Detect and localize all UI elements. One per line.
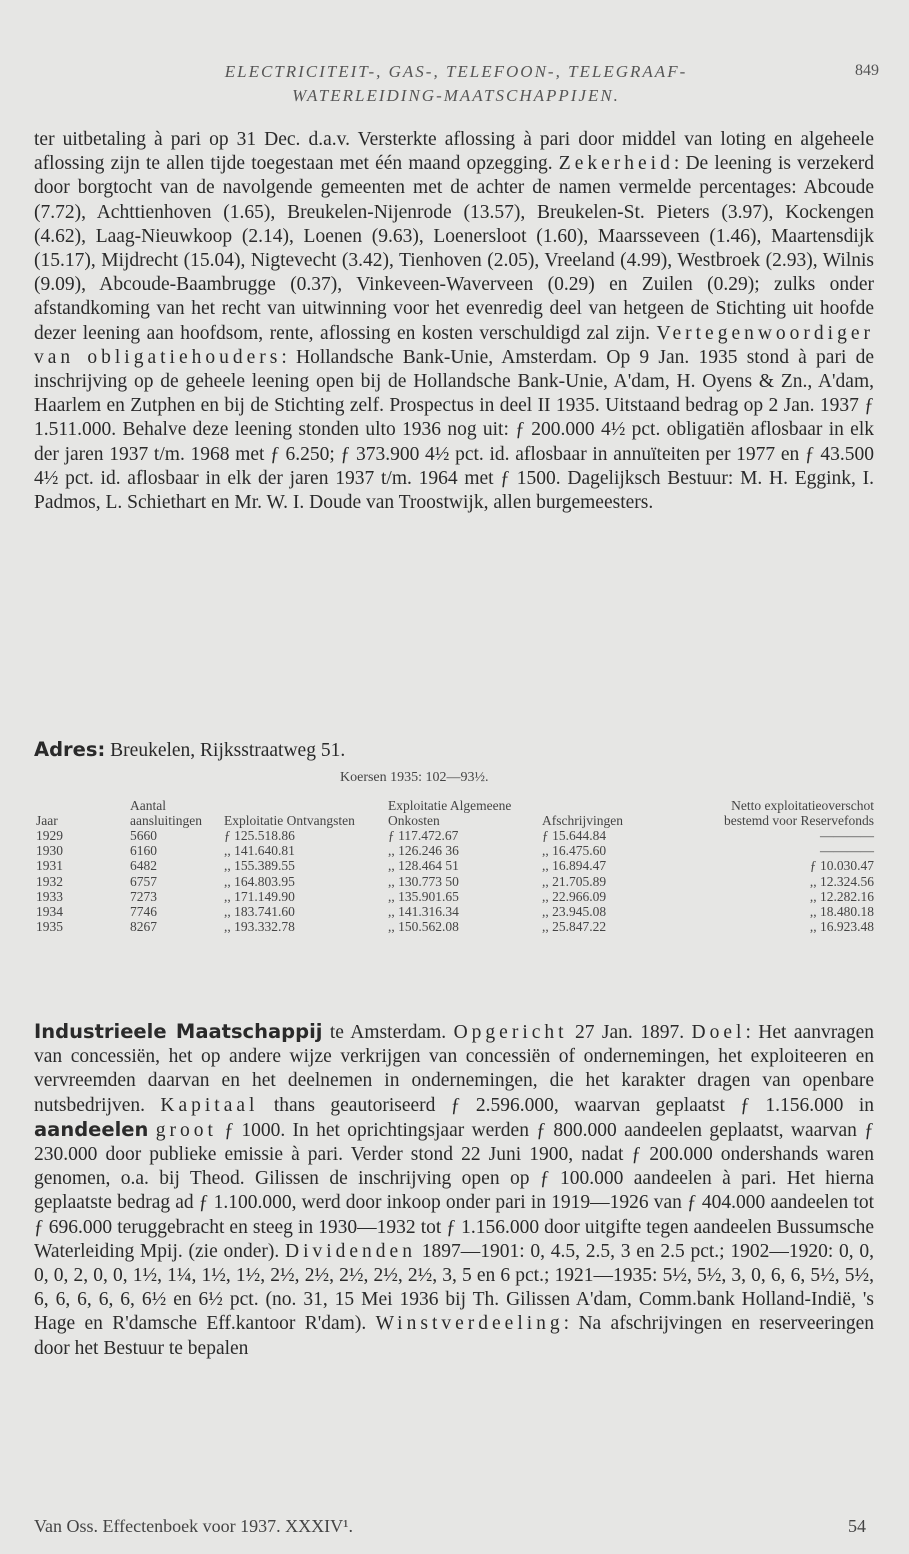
table-row bbox=[34, 919, 876, 934]
aandeelen-label: aandeelen bbox=[34, 1117, 149, 1141]
cell: 1929 bbox=[36, 828, 63, 843]
footer-sheet-number: 54 bbox=[848, 1516, 866, 1536]
cell: ,, 16.894.47 bbox=[542, 858, 607, 874]
cell: 1931 bbox=[36, 858, 63, 874]
address-value: Breukelen, Rijksstraatweg 51. bbox=[110, 740, 346, 761]
address-line bbox=[34, 738, 345, 762]
cell: ———— bbox=[820, 828, 874, 843]
para2-text-b: 27 Jan. 1897. bbox=[567, 1022, 692, 1043]
col-header-ontvangsten: Exploitatie Ontvangsten bbox=[224, 813, 355, 828]
para2-text-f: 1897—1901: 0, 4.5, 2.5, 3 en 2.5 pct.; 1902—1920: 0, 0, 0, 0, 2, 0, 0, 1½, 1¼, 1½, 1½, 2½, 2½, 2½, 2½, 2½, 3, 5 en 6 pct.; 1921—1935: 5½, 5½, 3, 0, 6, 6, 5½, 5½, 6, 6, 6, 6, 6, 6½ en 6½ pct. (no. 31, 15 Mei 1936 bij Th. Gilissen A'dam, Comm.bank Holland-Indië, 's Hage en R'damsche Eff.kantoor R'dam). bbox=[34, 1240, 874, 1335]
cell: ,, 171.149.90 bbox=[224, 888, 295, 904]
cell: ,, 150.562.08 bbox=[388, 919, 459, 935]
winstverdeeling-label: Winstverdeeling bbox=[375, 1313, 564, 1335]
cell: 8267 bbox=[130, 919, 157, 935]
cell: ,, 23.945.08 bbox=[542, 904, 607, 920]
company-name: Industrieele Maatschappij bbox=[34, 1020, 323, 1043]
para1-text-b: : De leening is verzekerd door borgtocht van de navolgende gemeenten met de achter de namen vermelde percentages: Abcoude (7.72), Achttienhoven (1.65), Breukelen-Nijenrode (13.57), Breukelen-St. Pieters (3.97), Kockengen (4.62), Laag-Nieuwkoop (2.14), Loenen (9.63), Loenersloot (1.60), Maarsseveen (1.46), Maartensdijk (15.17), Mijdrecht (15.04), Nigtevecht (3.42), Tienhoven (2.05), Vreeland (4.99), Westbroek (2.93), Wilnis (9.09), Abcoude-Baambrugge (0.37), Vinkeveen-Waverveen (0.29) en Zuilen (0.29); zulks onder afstandkoming van het recht van uitwinning voor het evenredig deel van hetgeen de Stichting uit hoofde dezer leening aan hoofdsom, rente, aflossing en kosten verschuldigd zal zijn. bbox=[34, 153, 874, 344]
opgericht-label: Opgericht bbox=[453, 1022, 568, 1043]
cell: ,, 155.389.55 bbox=[224, 858, 295, 874]
cell: 1933 bbox=[36, 888, 63, 904]
para1-text-c: : Hollandsche Bank-Unie, Amsterdam. Op 9 Jan. 1935 stond à pari de inschrijving op de geheele leening open bij de Hollandsche Bank-Unie, A'dam, H. Oyens & Zn., A'dam, Haarlem en Zutphen en bij de Stichting zelf. Prospectus in deel II 1935. Uitstaand bedrag op 2 Jan. 1937 ƒ 1.511.000. Behalve deze leening stonden ulto 1936 nog uit: ƒ 200.000 4½ pct. obligatiën aflosbaar in elk der jaren 1937 t/m. 1968 met ƒ 6.250; ƒ 373.900 4½ pct. id. aflosbaar in annuïteiten per 1977 en ƒ 43.500 4½ pct. id. aflosbaar in elk der jaren 1937 t/m. 1964 met ƒ 1500. Dagelijksch Bestuur: M. H. Eggink, I. Padmos, L. Schiethart en Mr. W. I. Doude van Troostwijk, allen burgemeesters. bbox=[34, 346, 875, 514]
cell: ƒ 125.518.86 bbox=[224, 828, 295, 843]
col-header-aansluitingen: Aantal aansluitingen bbox=[130, 798, 202, 828]
para2-text-c: : Het aanvragen van concessiën, het op andere wijze verkrijgen van concessiën of ondernemingen, het exploiteeren en vervreemden daarvan en het deelnemen in ondernemingen, die het karakter dragen van openbare nutsbedrijven. bbox=[34, 1022, 874, 1116]
cell: ,, 128.464 51 bbox=[388, 858, 459, 874]
col-header-afschrijvingen: Afschrijvingen bbox=[542, 813, 623, 828]
para2-text-g: : Na afschrijvingen en reserveeringen door het Bestuur te bepalen bbox=[34, 1313, 874, 1359]
cell: ,, 130.773 50 bbox=[388, 873, 459, 889]
cell: ,, 135.901.65 bbox=[388, 888, 459, 904]
cell: 1932 bbox=[36, 873, 63, 889]
table-row bbox=[34, 874, 876, 889]
header-line-2: WATERLEIDING-MAATSCHAPPIJEN. bbox=[292, 86, 620, 105]
cell: 1930 bbox=[36, 843, 63, 859]
para2-text-e: ƒ 1000. In het oprichtingsjaar werden ƒ 800.000 aandeelen geplaatst, waarvan ƒ 230.000 door publieke emissie à pari. Verder stond 22 Juni 1900, nadat ƒ 200.000 ondershands waren genomen, o.a. bij Theod. Gilissen de inschrijving open op ƒ 100.000 aandeelen à pari. Het hierna geplaatste bedrag ad ƒ 1.100.000, werd door inkoop onder pari in 1919—1926 van ƒ 404.000 aandeelen tot ƒ 696.000 teruggebracht en steeg in 1930—1932 tot ƒ 1.156.000 door uitgifte tegen aandeelen Bussumsche Waterleiding Mpij. (zie onder). bbox=[34, 1119, 874, 1262]
cell: ,, 18.480.18 bbox=[809, 904, 874, 920]
cell: ,, 16.923.48 bbox=[809, 919, 874, 935]
cell: ,, 126.246 36 bbox=[388, 843, 459, 859]
col-header-netto: Netto exploitatieoverschot bestemd voor Reservefonds bbox=[724, 798, 874, 828]
table-row bbox=[34, 889, 876, 904]
running-header bbox=[36, 60, 876, 108]
para1-text-a: ter uitbetaling à pari op 31 Dec. d.a.v. Versterkte aflossing à pari door middel van loting en algeheele aflossing zijn te allen tijde toegestaan met één maand opzegging. bbox=[34, 129, 874, 175]
header-line-1: ELECTRICITEIT-, GAS-, TELEFOON-, TELEGRAAF- bbox=[224, 62, 688, 81]
cell: ,, 12.282.16 bbox=[809, 888, 874, 904]
cell: 7746 bbox=[130, 904, 157, 920]
table-row bbox=[34, 858, 876, 873]
vertegenwoordiger-label: Vertegenwoordiger van obligatiehouders bbox=[34, 322, 874, 368]
cell: ƒ 117.472.67 bbox=[388, 828, 459, 843]
cell: ,, 141.316.34 bbox=[388, 904, 459, 920]
col-header-jaar: Jaar bbox=[36, 813, 58, 828]
cell: 6160 bbox=[130, 843, 157, 859]
table-row bbox=[34, 843, 876, 858]
doel-label: Doel bbox=[691, 1022, 746, 1043]
cell: ,, 16.475.60 bbox=[542, 843, 607, 859]
loan-description-paragraph bbox=[34, 128, 874, 515]
cell: ,, 164.803.95 bbox=[224, 873, 295, 889]
footer-source: Van Oss. Effectenboek voor 1937. XXXIV¹. bbox=[34, 1516, 353, 1536]
kapitaal-label: Kapitaal bbox=[160, 1094, 259, 1116]
cell: 6757 bbox=[130, 873, 157, 889]
cell: 7273 bbox=[130, 888, 157, 904]
cell: ,, 183.741.60 bbox=[224, 904, 295, 920]
cell: ,, 193.332.78 bbox=[224, 919, 295, 935]
page-footer bbox=[34, 1516, 874, 1537]
cell: ƒ 15.644.84 bbox=[542, 828, 607, 843]
para2-text-d: thans geautoriseerd ƒ 2.596.000, waarvan geplaatst ƒ 1.156.000 in bbox=[258, 1094, 874, 1116]
quotations-line: Koersen 1935: 102—93½. bbox=[340, 770, 489, 785]
zekerheid-label: Zekerheid bbox=[558, 153, 674, 175]
cell: 5660 bbox=[130, 828, 157, 843]
cell: ,, 12.324.56 bbox=[809, 873, 874, 889]
cell: ,, 22.966.09 bbox=[542, 888, 607, 904]
cell: ,, 21.705.89 bbox=[542, 873, 607, 889]
cell: ———— bbox=[820, 843, 874, 859]
para2-text-a: te Amsterdam. bbox=[322, 1022, 454, 1043]
cell: ƒ 10.030.47 bbox=[809, 858, 874, 874]
cell: 1934 bbox=[36, 904, 63, 920]
col-header-onkosten: Exploitatie Algemeene Onkosten bbox=[388, 798, 512, 828]
address-label: Adres: bbox=[34, 738, 106, 761]
page-number: 849 bbox=[855, 62, 879, 79]
cell: 6482 bbox=[130, 858, 157, 874]
table-header-row bbox=[34, 798, 876, 828]
cell: ,, 141.640.81 bbox=[224, 843, 295, 859]
dividenden-label: Dividenden bbox=[284, 1240, 416, 1262]
cell: 1935 bbox=[36, 919, 63, 935]
financial-table bbox=[34, 798, 876, 934]
table-row bbox=[34, 904, 876, 919]
cell: ,, 25.847.22 bbox=[542, 919, 607, 935]
groot-label: groot bbox=[155, 1119, 217, 1141]
table-row bbox=[34, 828, 876, 843]
company-entry-paragraph bbox=[34, 1020, 874, 1361]
